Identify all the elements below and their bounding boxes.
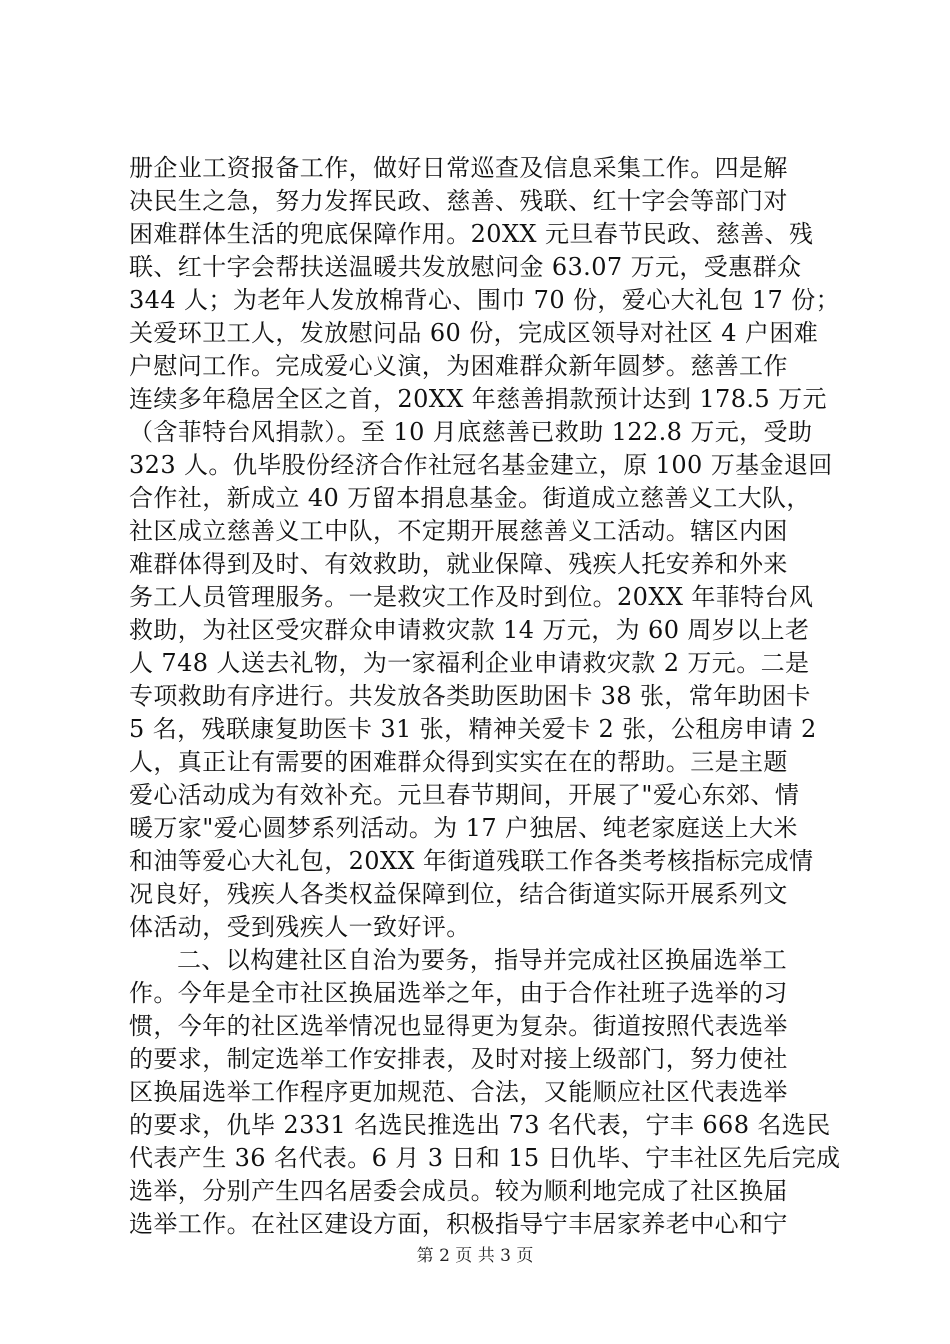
text-line: 救助，为社区受灾群众申请救灾款 14 万元，为 60 周岁以上老 [129,616,810,644]
text-line: 选举工作。在社区建设方面，积极指导宁丰居家养老中心和宁 [129,1210,788,1238]
text-line: （含菲特台风捐款）。至 10 月底慈善已救助 122.8 万元，受助 [129,418,813,446]
text-line: 344 人；为老年人发放棉背心、围巾 70 份，爱心大礼包 17 份； [129,286,841,314]
text-line: 惯，今年的社区选举情况也显得更为复杂。街道按照代表选举 [129,1012,788,1040]
text-line: 作。今年是全市社区换届选举之年，由于合作社班子选举的习 [129,979,788,1007]
text-line: 决民生之急，努力发挥民政、慈善、残联、红十字会等部门对 [129,187,788,215]
page-number-label: 第 2 页 共 3 页 [416,1246,534,1266]
text-line: 户慰问工作。完成爱心义演，为困难群众新年圆梦。慈善工作 [129,352,788,380]
text-line: 人，真正让有需要的困难群众得到实实在在的帮助。三是主题 [129,748,788,776]
text-line: 体活动，受到残疾人一致好评。 [129,913,471,941]
text-line: 社区成立慈善义工中队，不定期开展慈善义工活动。辖区内困 [129,517,788,545]
text-line: 暖万家"爱心圆梦系列活动。为 17 户独居、纯老家庭送上大米 [129,814,798,842]
text-line: 爱心活动成为有效补充。元旦春节期间，开展了"爱心东郊、情 [129,781,800,809]
text-line: 册企业工资报备工作，做好日常巡查及信息采集工作。四是解 [129,154,788,182]
page-footer [0,1245,950,1267]
text-line: 323 人。仇毕股份经济合作社冠名基金建立，原 100 万基金退回 [129,451,833,479]
text-line: 务工人员管理服务。一是救灾工作及时到位。20XX 年菲特台风 [129,583,814,611]
text-line: 的要求，仇毕 2331 名选民推选出 73 名代表，宁丰 668 名选民 [129,1111,831,1139]
text-line: 合作社，新成立 40 万留本捐息基金。街道成立慈善义工大队， [129,484,811,512]
section-heading-line: 二、以构建社区自治为要务，指导并完成社区换届选举工 [177,946,787,974]
text-line: 况良好，残疾人各类权益保障到位，结合街道实际开展系列文 [129,880,788,908]
document-body [129,152,841,1241]
text-line: 的要求，制定选举工作安排表，及时对接上级部门，努力使社 [129,1045,788,1073]
text-line: 难群体得到及时、有效救助，就业保障、残疾人托安养和外来 [129,550,788,578]
text-line: 代表产生 36 名代表。6 月 3 日和 15 日仇毕、宁丰社区先后完成 [129,1144,841,1172]
text-line: 5 名，残联康复助医卡 31 张，精神关爱卡 2 张，公租房申请 2 [129,715,817,743]
text-line: 区换届选举工作程序更加规范、合法，又能顺应社区代表选举 [129,1078,788,1106]
text-line: 和油等爱心大礼包，20XX 年街道残联工作各类考核指标完成情 [129,847,814,875]
text-line: 连续多年稳居全区之首，20XX 年慈善捐款预计达到 178.5 万元 [129,385,827,413]
text-line: 人 748 人送去礼物，为一家福利企业申请救灾款 2 万元。二是 [129,649,810,677]
text-line: 关爱环卫工人，发放慰问品 60 份，完成区领导对社区 4 户困难 [129,319,819,347]
text-line: 困难群体生活的兜底保障作用。20XX 元旦春节民政、慈善、残 [129,220,814,248]
text-line: 选举，分别产生四名居委会成员。较为顺利地完成了社区换届 [129,1177,788,1205]
text-line: 联、红十字会帮扶送温暖共发放慰问金 63.07 万元，受惠群众 [129,253,802,281]
text-line: 专项救助有序进行。共发放各类助医助困卡 38 张，常年助困卡 [129,682,811,710]
